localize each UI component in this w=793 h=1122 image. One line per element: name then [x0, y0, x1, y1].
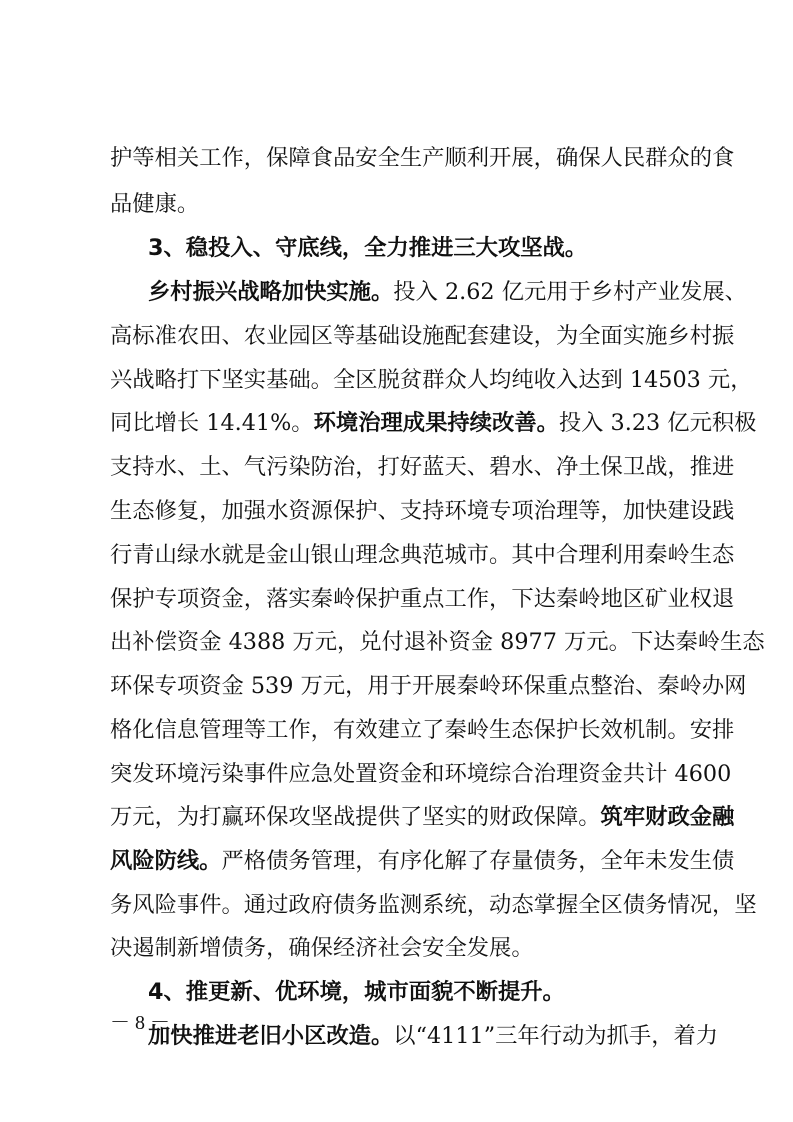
text-segment: 环保专项资金 539 万元，用于开展秦岭环保重点整治、秦岭办网 — [110, 673, 747, 699]
text-segment: 支持水、土、气污染防治，打好蓝天、碧水、净土保卫战，推进 — [110, 454, 735, 480]
text-segment: 高标准农田、农业园区等基础设施配套建设，为全面实施乡村振 — [110, 323, 735, 349]
text-line — [110, 496, 735, 526]
page-number: － 8 － — [110, 1012, 170, 1034]
text-line — [110, 189, 690, 219]
bold-heading-segment: 乡村振兴战略加快实施。 — [148, 279, 394, 305]
text-segment: 护等相关工作，保障食品安全生产顺利开展，确保人民群众的食 — [110, 145, 735, 171]
text-line — [110, 452, 735, 482]
bold-heading-segment: 风险防线。 — [110, 848, 222, 874]
text-line — [148, 977, 690, 1007]
text-line — [110, 846, 735, 876]
text-segment: 投入 2.62 亿元用于乡村产业发展、 — [393, 279, 747, 305]
text-line — [110, 715, 735, 745]
text-line — [110, 408, 757, 438]
text-line — [110, 802, 735, 832]
text-line — [110, 759, 732, 789]
text-segment: 以“4111”三年行动为抓手，着力 — [393, 1023, 719, 1049]
text-segment: 务风险事件。通过政府债务监测系统，动态掌握全区债务情况，坚 — [110, 892, 757, 918]
text-segment: 严格债务管理，有序化解了存量债务，全年未发生债 — [221, 848, 735, 874]
text-line — [148, 277, 747, 307]
text-line — [110, 143, 735, 173]
text-segment: 行青山绿水就是金山银山理念典范城市。其中合理利用秦岭生态 — [110, 542, 735, 568]
text-line — [110, 540, 735, 570]
bold-heading-segment: 4、推更新、优环境，城市面貌不断提升。 — [148, 979, 565, 1005]
text-line — [110, 890, 757, 920]
text-segment: 突发环境污染事件应急处置资金和环境综合治理资金共计 4600 — [110, 761, 732, 787]
bold-heading-segment: 3、稳投入、守底线，全力推进三大攻坚战。 — [148, 235, 588, 261]
text-segment: 决遏制新增债务，确保经济社会安全发展。 — [110, 935, 534, 961]
text-line — [110, 933, 690, 963]
bold-heading-segment: 环境治理成果持续改善。 — [313, 410, 559, 436]
bold-heading-segment: 加快推进老旧小区改造。 — [148, 1023, 394, 1049]
text-line — [110, 671, 747, 701]
bold-heading-segment: 筑牢财政金融 — [600, 804, 735, 830]
text-segment: 万元，为打赢环保攻坚战提供了坚实的财政保障。 — [110, 804, 601, 830]
text-segment: 兴战略打下坚实基础。全区脱贫群众人均纯收入达到 14503 元， — [110, 367, 753, 393]
text-line — [148, 233, 690, 263]
text-segment: 格化信息管理等工作，有效建立了秦岭生态保护长效机制。安排 — [110, 717, 735, 743]
text-segment: 保护专项资金，落实秦岭保护重点工作，下达秦岭地区矿业权退 — [110, 586, 735, 612]
text-line — [148, 1021, 719, 1051]
text-segment: 出补偿资金 4388 万元，兑付退补资金 8977 万元。下达秦岭生态 — [110, 629, 765, 655]
text-segment: 同比增长 14.41%。 — [110, 410, 314, 436]
text-line — [110, 321, 735, 351]
text-segment: 品健康。 — [110, 191, 200, 217]
text-line — [110, 627, 765, 657]
text-line — [110, 365, 753, 395]
text-segment: 投入 3.23 亿元积极 — [558, 410, 757, 436]
text-segment: 生态修复，加强水资源保护、支持环境专项治理等，加快建设践 — [110, 498, 735, 524]
text-line — [110, 584, 735, 614]
